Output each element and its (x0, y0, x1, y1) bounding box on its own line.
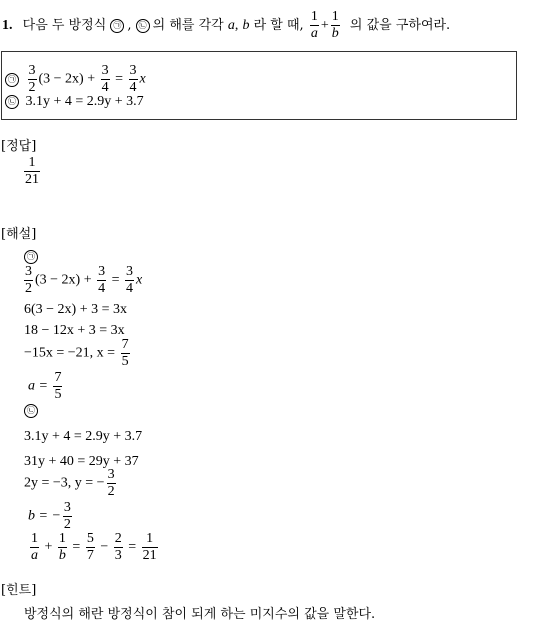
fraction (63, 501, 72, 532)
frac-den: 4 (129, 80, 137, 95)
frac-den: 2 (63, 517, 71, 532)
frac-num: 1 (24, 156, 40, 172)
hint-label: [힌트] (1, 583, 37, 598)
frac-num: 1 (310, 9, 318, 24)
solution-step-3: 18 − 12x + 3 = 3x (24, 323, 125, 338)
solution-step-2: 6(3 − 2x) + 3 = 3x (24, 302, 128, 317)
frac-num: 3 (101, 63, 109, 78)
answer-label: [정답] (1, 139, 37, 154)
frac-den: 3 (114, 548, 122, 563)
marker-a-icon: ㉠ (110, 19, 124, 33)
var-x: x (136, 272, 143, 288)
fraction (114, 532, 123, 563)
box-equation-2 (5, 95, 144, 109)
frac-den: 7 (86, 548, 94, 563)
fraction (53, 371, 62, 402)
question-text-mid: 의 해를 각각 (152, 18, 228, 33)
frac-num: 3 (126, 264, 134, 279)
fraction (97, 265, 106, 296)
fraction (107, 468, 116, 499)
eq-text: 3.1y + 4 = 2.9y + 3.7 (25, 94, 144, 110)
equals-sign: = (115, 71, 124, 87)
frac-num: 3 (63, 500, 71, 515)
equals-sign: = (128, 539, 137, 555)
fraction (24, 156, 40, 187)
fraction (30, 532, 39, 563)
frac-den: 4 (98, 281, 106, 296)
equals-sign: = (72, 539, 81, 555)
var-b: b (242, 18, 250, 33)
frac-den: 21 (25, 172, 39, 187)
question-text-mid2: 라 할 때, (249, 18, 304, 33)
eq-text: b = − (28, 508, 61, 524)
question-text-before: 다음 두 방정식 (22, 18, 111, 33)
frac-num: 7 (54, 370, 62, 385)
question-sep: , (127, 18, 136, 33)
fraction-1-over-b (331, 10, 340, 41)
frac-num: 1 (331, 9, 339, 24)
frac-num: 3 (25, 264, 32, 279)
frac-den: 21 (142, 548, 157, 563)
solution-step-6: 3.1y + 4 = 2.9y + 3.7 (24, 429, 143, 444)
frac-num: 5 (86, 531, 94, 546)
solution-step-5 (28, 371, 64, 402)
minus-sign: − (100, 539, 109, 555)
frac-den: 5 (54, 387, 62, 402)
answer-fraction (22, 156, 42, 187)
frac-den: 4 (101, 80, 109, 95)
fraction (28, 64, 37, 95)
frac-num: 2 (114, 531, 122, 546)
marker-a-icon: ㉠ (5, 73, 19, 87)
solution-step-10 (28, 532, 160, 563)
marker-b-icon: ㉡ (5, 95, 19, 109)
fraction-1-over-a (310, 10, 319, 41)
marker-b-icon: ㉡ (24, 404, 38, 418)
frac-num: 1 (58, 531, 66, 546)
frac-den: 2 (25, 281, 32, 296)
eq-text: −15x = −21, x = (24, 345, 116, 361)
frac-den: 4 (126, 281, 134, 296)
eq-text: 2y = −3, y = − (24, 475, 105, 491)
solution-label: [해설] (1, 227, 37, 242)
fraction (142, 532, 158, 563)
solution-marker-b (24, 404, 41, 418)
eq-text: a = (28, 378, 48, 394)
fraction (129, 64, 138, 95)
eq-text: (3 − 2x) + (38, 71, 96, 87)
marker-a-icon: ㉠ (24, 250, 38, 264)
plus-sign: + (320, 18, 329, 33)
plus-sign: + (44, 539, 53, 555)
fraction (24, 265, 33, 296)
solution-marker-a (24, 250, 41, 264)
solution-step-1 (22, 265, 142, 296)
frac-den: 5 (121, 354, 129, 369)
question-number: 1. (2, 18, 13, 33)
eq-text: (3 − 2x) + (35, 272, 92, 288)
frac-num: 7 (121, 337, 129, 352)
solution-step-9 (28, 501, 74, 532)
frac-num: 3 (98, 264, 106, 279)
solution-step-4 (24, 338, 132, 369)
frac-den: a (310, 26, 318, 41)
solution-step-7: 31y + 40 = 29y + 37 (24, 454, 139, 469)
frac-num: 1 (31, 531, 38, 546)
frac-den: b (58, 548, 66, 563)
fraction (58, 532, 67, 563)
frac-den: a (31, 548, 38, 563)
var-x: x (139, 71, 146, 87)
frac-num: 3 (129, 63, 137, 78)
comma: , (234, 18, 239, 33)
question-text-end: 의 값을 구하여라. (349, 18, 451, 33)
marker-b-icon: ㉡ (136, 19, 150, 33)
question-line (2, 10, 450, 41)
fraction (121, 338, 130, 369)
box-equation-1 (5, 64, 146, 95)
frac-num: 1 (142, 532, 158, 548)
equals-sign: = (111, 272, 120, 288)
fraction (86, 532, 95, 563)
fraction (101, 64, 110, 95)
frac-num: 3 (28, 63, 36, 78)
frac-den: 2 (28, 80, 36, 95)
hint-text: 방정식의 해란 방정식이 참이 되게 하는 미지수의 값을 말한다. (24, 607, 376, 622)
frac-den: b (331, 26, 339, 41)
var-a: a (227, 18, 235, 33)
frac-den: 2 (107, 484, 115, 499)
fraction (125, 265, 134, 296)
frac-num: 3 (107, 467, 115, 482)
solution-step-8 (24, 468, 118, 499)
